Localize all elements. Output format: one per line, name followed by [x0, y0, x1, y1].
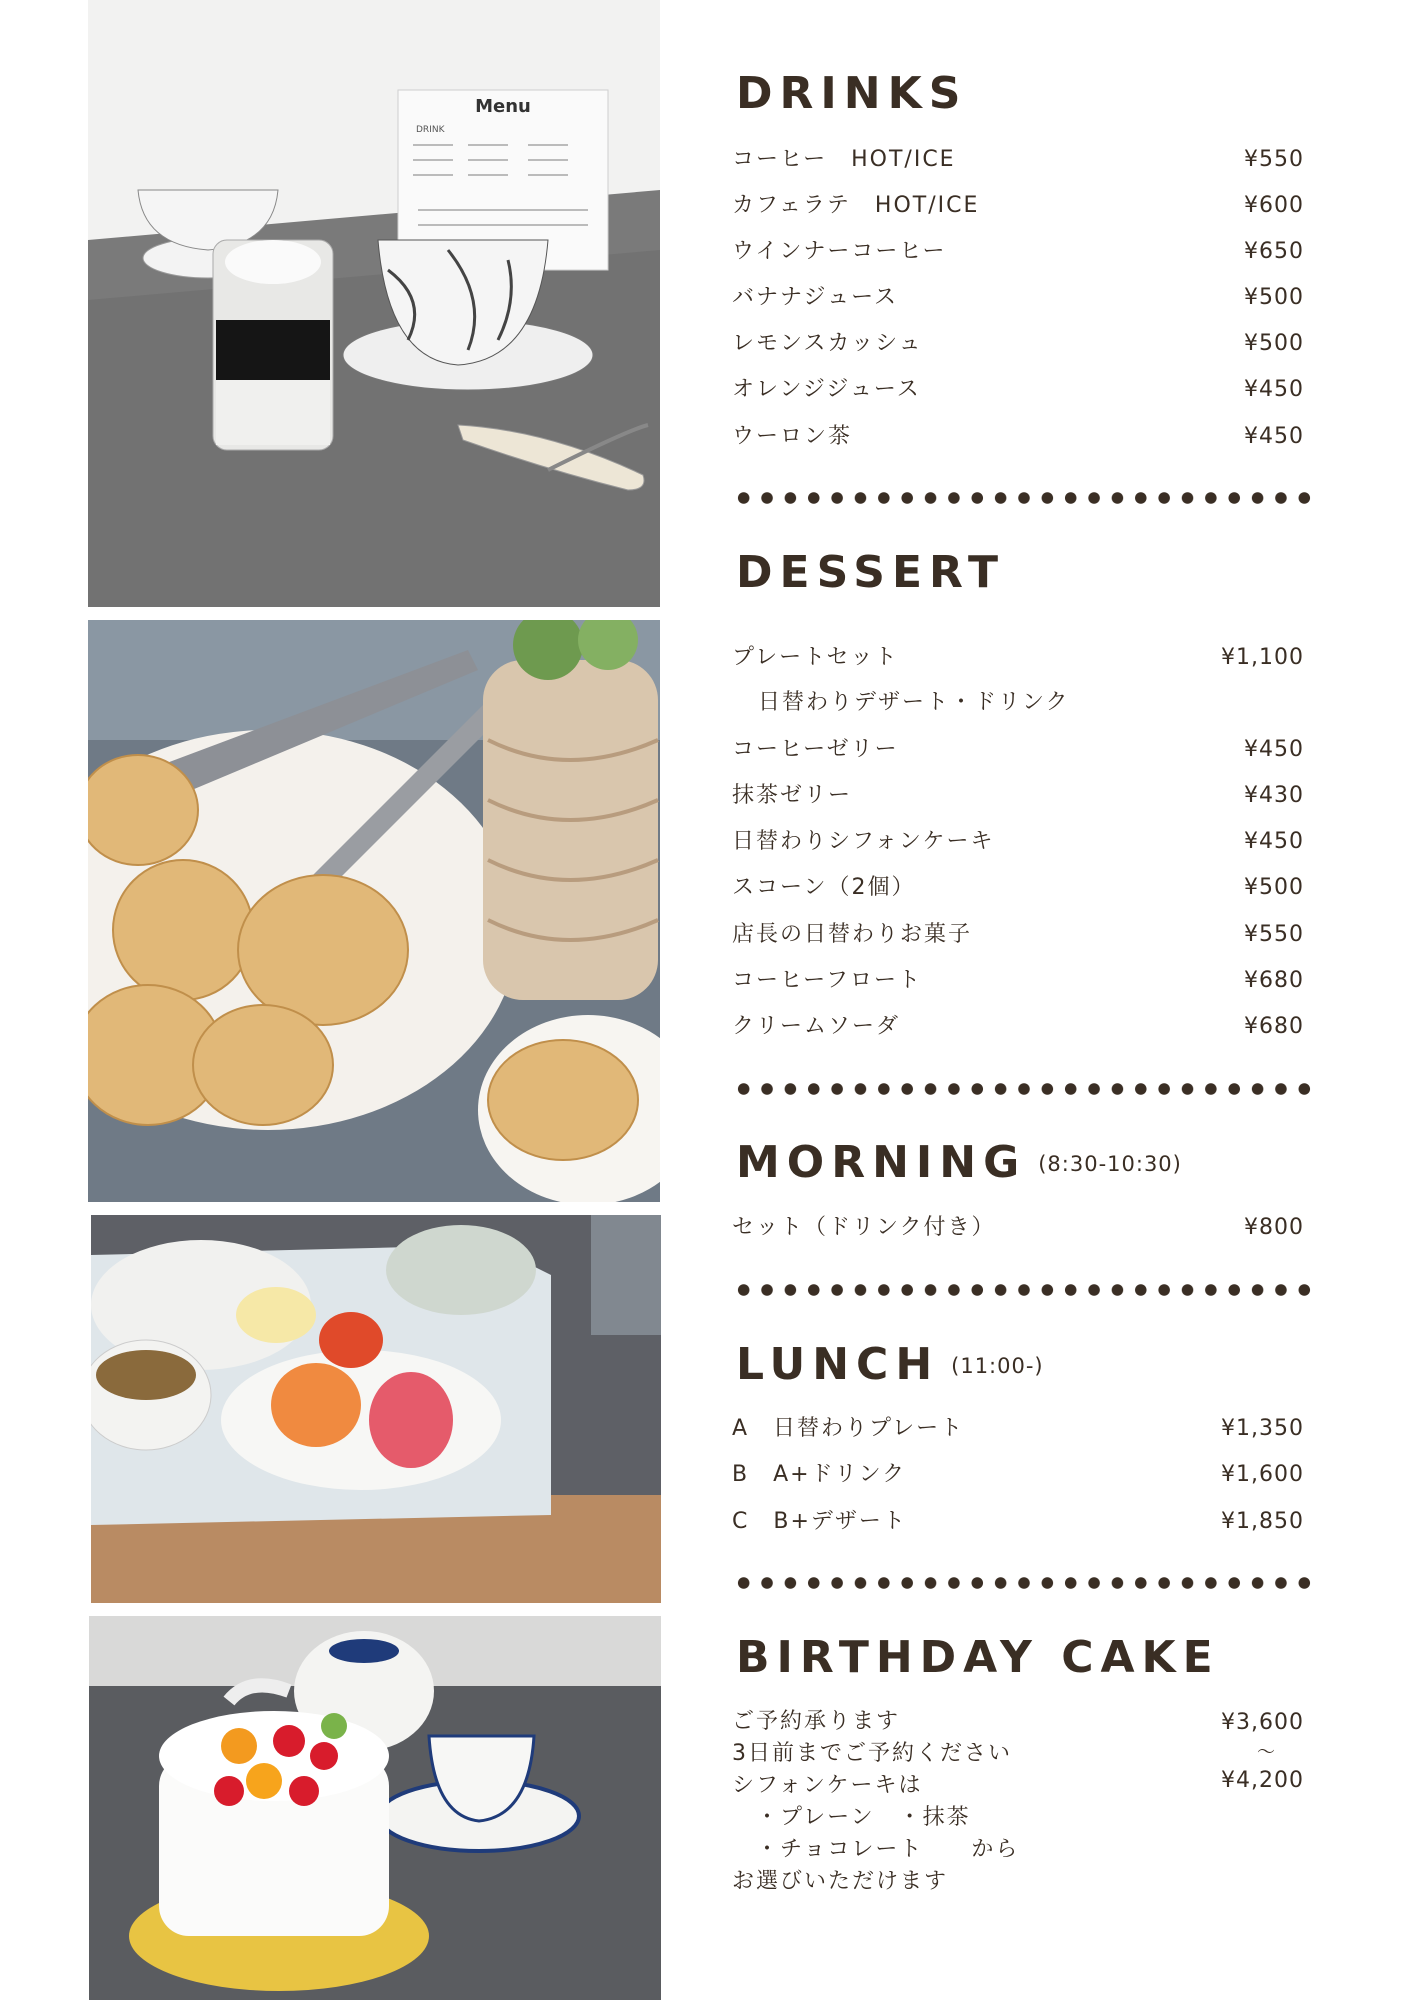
menu-item: A 日替わりプレート ¥1,350 — [732, 1416, 1304, 1441]
menu-item: プレートセット ¥1,100 — [732, 645, 1304, 670]
menu-item: オレンジジュース ¥450 — [732, 377, 1304, 402]
menu-card-heading: DRINK — [416, 125, 445, 135]
menu-item: C B+デザート ¥1,850 — [732, 1509, 1304, 1534]
menu-card-title: Menu — [475, 96, 531, 117]
dessert-heading: DESSERT — [736, 547, 1005, 598]
cake-price-to: ¥4,200 — [1221, 1768, 1304, 1793]
menu-item: コーヒーフロート ¥680 — [732, 968, 1304, 993]
menu-item: バナナジュース ¥500 — [732, 285, 1304, 310]
dotted-divider — [732, 1576, 1316, 1590]
menu-item: ウインナーコーヒー ¥650 — [732, 239, 1304, 264]
menu-item: セット（ドリンク付き） ¥800 — [732, 1215, 1304, 1240]
cake-line: 3日前までご予約ください — [732, 1741, 1012, 1766]
dotted-divider — [732, 1082, 1316, 1096]
menu-item: コーヒー HOT/ICE ¥550 — [732, 147, 1304, 172]
menu-item: カフェラテ HOT/ICE ¥600 — [732, 193, 1304, 218]
cake-line: ・プレーン ・抹茶 — [732, 1805, 971, 1830]
menu-item: コーヒーゼリー ¥450 — [732, 737, 1304, 762]
dotted-divider — [732, 491, 1316, 505]
menu-item: 日替わりシフォンケーキ ¥450 — [732, 829, 1304, 854]
drinks-heading: DRINKS — [736, 68, 968, 119]
cake-line: ご予約承ります — [732, 1709, 901, 1734]
drinks-dessert-photo — [88, 0, 660, 607]
lunch-plate-photo — [91, 1215, 661, 1603]
morning-heading: MORNING $^{(8:30-10:30)}$ — [736, 1137, 1182, 1188]
scones-photo — [88, 620, 660, 1202]
birthday-cake-heading: BIRTHDAY CAKE — [736, 1632, 1220, 1683]
menu-item: 抹茶ゼリー ¥430 — [732, 783, 1304, 808]
cake-line: お選びいただけます — [732, 1869, 949, 1894]
birthday-cake-photo — [89, 1616, 661, 2000]
birthday-cake-description — [732, 1706, 1019, 1898]
menu-item: レモンスカッシュ ¥500 — [732, 331, 1304, 356]
cake-line: ・チョコレート から — [732, 1837, 1020, 1862]
menu-item: 店長の日替わりお菓子 ¥550 — [732, 922, 1304, 947]
dotted-divider — [732, 1283, 1316, 1297]
menu-item: B A+ドリンク ¥1,600 — [732, 1462, 1304, 1487]
lunch-heading: LUNCH $^{(11:00-)}$ — [736, 1339, 1044, 1390]
menu-panel — [730, 0, 1320, 2000]
menu-item: クリームソーダ ¥680 — [732, 1014, 1304, 1039]
menu-item: スコーン（2個） ¥500 — [732, 875, 1304, 900]
cake-price-from: ¥3,600 — [1221, 1710, 1304, 1735]
plate-set-note: 日替わりデザート・ドリンク — [758, 690, 1070, 715]
cake-price-separator: 〜 — [1257, 1742, 1276, 1763]
menu-item: ウーロン茶 ¥450 — [732, 424, 1304, 449]
cake-line: シフォンケーキは — [732, 1773, 923, 1798]
